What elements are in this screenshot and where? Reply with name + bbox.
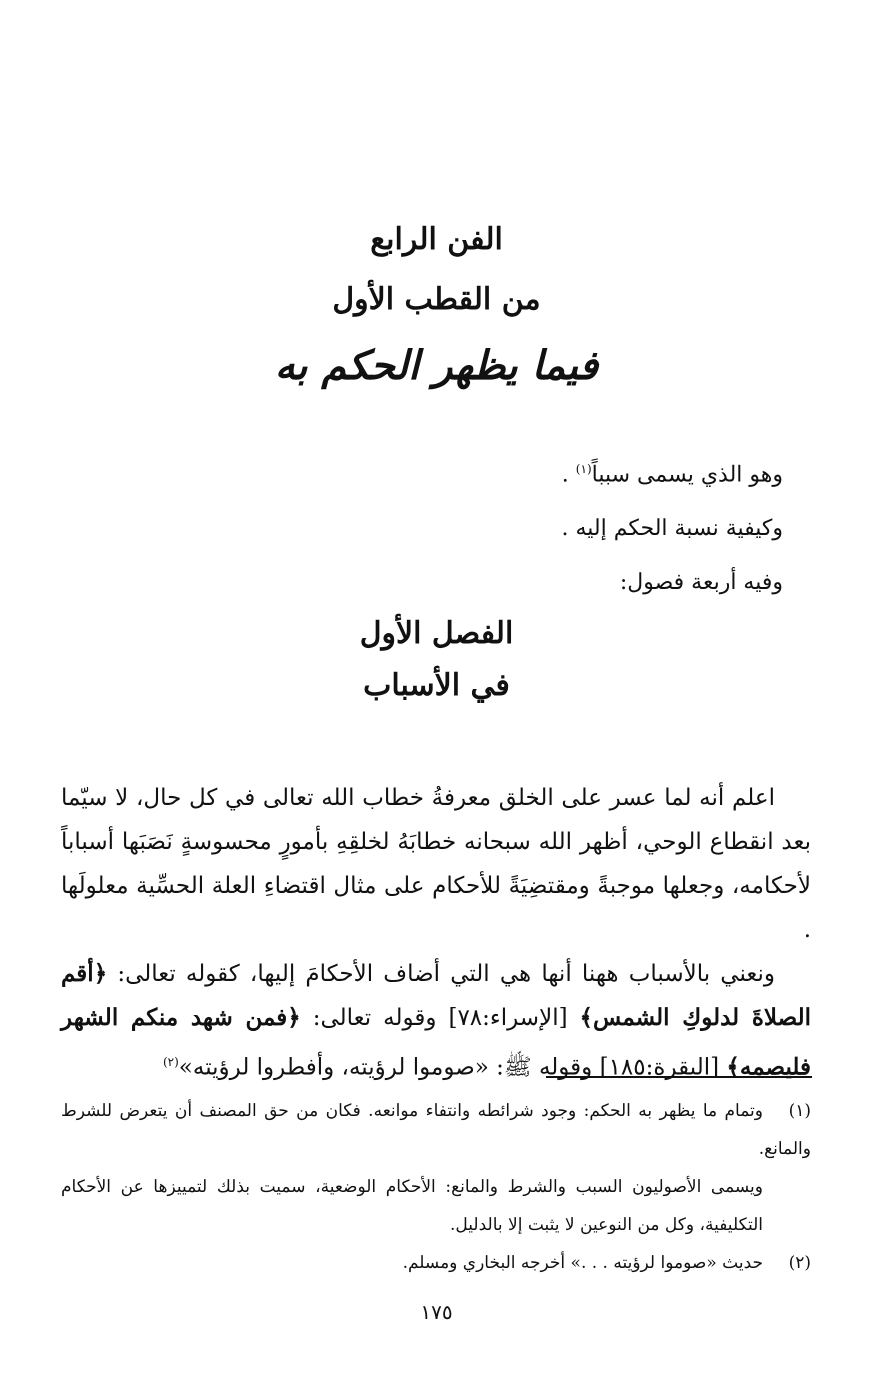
footnotes	[61, 1092, 811, 1282]
main-text	[61, 776, 811, 1090]
footnote-2-text: حديث «صوموا لرؤيته . . .» أخرجه البخاري ومسلم.	[402, 1253, 763, 1273]
intro-end: .	[561, 462, 576, 488]
quran-quote-2: ﴿فمن شهد منكم الشهر فليصمه﴾	[61, 1004, 811, 1081]
paragraph-2	[61, 952, 811, 1090]
paragraph-2-c: [البقرة:١٨٥] وقوله ﷺ: «صوموا لرؤيته، وأفطروا لرؤيته»	[178, 1054, 727, 1081]
chapter-subtitle: في الأسباب	[363, 668, 510, 703]
footnote-ref-2: (٢)	[162, 1055, 179, 1069]
footnote-1-number: (١)	[788, 1101, 811, 1121]
footnote-1-continuation: ويسمى الأصوليون السبب والشرط والمانع: الأحكام الوضعية، سميت بذلك لتمييزها عن الأحكام التكليفية، وكل من النوعين لا يثبت إلا بالدليل.	[61, 1177, 763, 1235]
intro-line-2: وكيفية نسبة الحكم إليه .	[561, 516, 783, 541]
footnote-2	[61, 1244, 811, 1282]
footnote-ref-1: (١)	[575, 462, 592, 476]
chapter-title: الفصل الأول	[359, 616, 514, 651]
part-subtitle: من القطب الأول	[332, 282, 541, 317]
intro-text: وهو الذي يسمى سبباً	[591, 462, 783, 488]
footnote-2-number: (٢)	[788, 1253, 811, 1273]
paragraph-1: اعلم أنه لما عسر على الخلق معرفةُ خطاب الله تعالى في كل حال، لا سيّما بعد انقطاع الوحي، أظهر الله سبحانه خطابَهُ لخلقِهِ بأمورٍ محسوسةٍ نَصَبَها أسباباً لأحكامه، وجعلها موجبةً ومقتضِيَةً للأحكام على مثال اقتضاءِ العلة الحسِّية معلولَها .	[61, 785, 811, 943]
part-title: الفن الرابع	[370, 222, 503, 257]
footnote-1-text: وتمام ما يظهر به الحكم: وجود شرائطه وانتفاء موانعه. فكان من حق المصنف أن يتعرض للشرط والمانع.	[61, 1101, 811, 1159]
footnote-1	[61, 1092, 811, 1168]
intro-line-1	[83, 462, 783, 487]
quran-quote-1: ﴿أقم الصلاةَ لدلوكِ الشمس﴾	[61, 960, 811, 1031]
footnote-divider	[546, 1076, 812, 1078]
intro-line-3: وفيه أربعة فصول:	[619, 570, 783, 595]
paragraph-2-b: [الإسراء:٧٨] وقوله تعالى:	[300, 1005, 580, 1031]
part-calligraphy-title: فيما يظهر الحكم به	[274, 342, 599, 389]
page-number: ١٧٥	[420, 1300, 453, 1324]
paragraph-2-a: ونعني بالأسباب ههنا أنها هي التي أضاف الأحكامَ إليها، كقوله تعالى:	[107, 961, 775, 987]
